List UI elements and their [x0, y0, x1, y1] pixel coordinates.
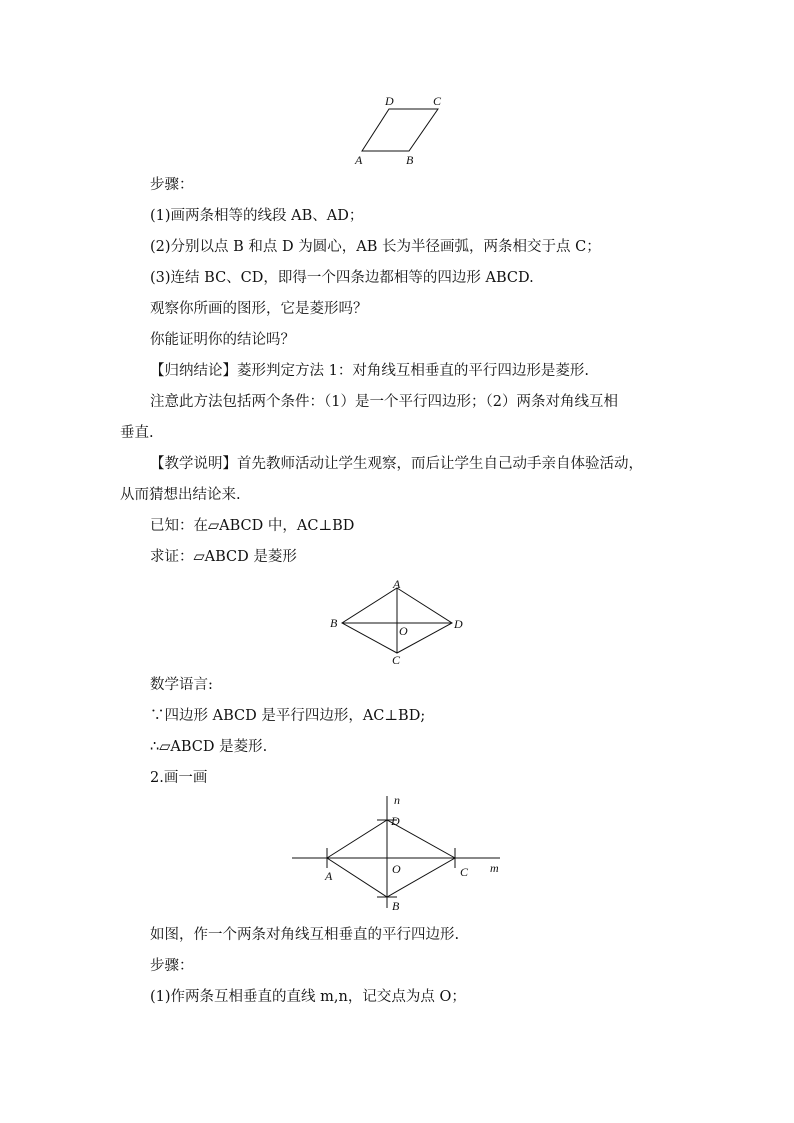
text-line: (1)画两条相等的线段 AB、AD；	[150, 208, 364, 224]
label-n: n	[394, 793, 400, 807]
label-O: O	[392, 862, 401, 876]
label-D: D	[454, 617, 463, 631]
text-line: 你能证明你的结论吗？	[150, 332, 295, 348]
rhombus-figure-1-svg	[350, 90, 450, 170]
text-line: 垂直.	[120, 425, 154, 441]
construction-svg	[290, 790, 510, 920]
text-line: 从而猜想出结论来.	[120, 487, 241, 503]
text-line: (3)连结 BC、CD，即得一个四条边都相等的四边形 ABCD.	[150, 270, 534, 286]
text-line: 如图，作一个两条对角线互相垂直的平行四边形.	[150, 927, 460, 943]
label-m: m	[490, 861, 499, 875]
rhombus-abcd-shape	[362, 109, 438, 151]
text-line: 求证：▱ABCD 是菱形	[150, 549, 297, 565]
label-O: O	[399, 624, 408, 638]
rhombus-diagonals-figure	[326, 576, 471, 668]
label-A: A	[393, 577, 401, 591]
label-C: C	[392, 653, 401, 667]
text-line: 数学语言:	[150, 677, 213, 693]
construction-figure	[290, 790, 510, 920]
text-line: 注意此方法包括两个条件：（1）是一个平行四边形；（2）两条对角线互相	[150, 394, 618, 410]
text-line: 2.画一画	[150, 770, 208, 786]
text-line: 【归纳结论】菱形判定方法 1：对角线互相垂直的平行四边形是菱形.	[150, 363, 589, 379]
text-line: 【教学说明】首先教师活动让学生观察，而后让学生自己动手亲自体验活动，	[150, 456, 643, 472]
text-line: ∵四边形 ABCD 是平行四边形，AC⊥BD;	[150, 708, 426, 724]
label-C: C	[433, 94, 442, 108]
label-D: D	[391, 814, 400, 828]
text-line: (2)分别以点 B 和点 D 为圆心，AB 长为半径画弧，两条相交于点 C；	[150, 239, 601, 255]
label-B: B	[330, 616, 338, 630]
label-B: B	[392, 899, 400, 913]
label-A: A	[325, 869, 333, 883]
label-A: A	[355, 153, 363, 167]
label-D: D	[385, 94, 394, 108]
text-line: (1)作两条互相垂直的直线 m,n，记交点为点 O；	[150, 989, 466, 1005]
rhombus-figure-1	[350, 90, 450, 170]
text-line: ∴▱ABCD 是菱形.	[150, 739, 268, 755]
text-line: 步骤：	[150, 177, 194, 193]
text-line: 已知：在▱ABCD 中，AC⊥BD	[150, 518, 355, 534]
text-line: 观察你所画的图形，它是菱形吗？	[150, 301, 368, 317]
rhombus-diagonals-svg	[326, 576, 471, 668]
label-B: B	[406, 153, 414, 167]
text-line: 步骤：	[150, 958, 194, 974]
label-C: C	[460, 865, 469, 879]
